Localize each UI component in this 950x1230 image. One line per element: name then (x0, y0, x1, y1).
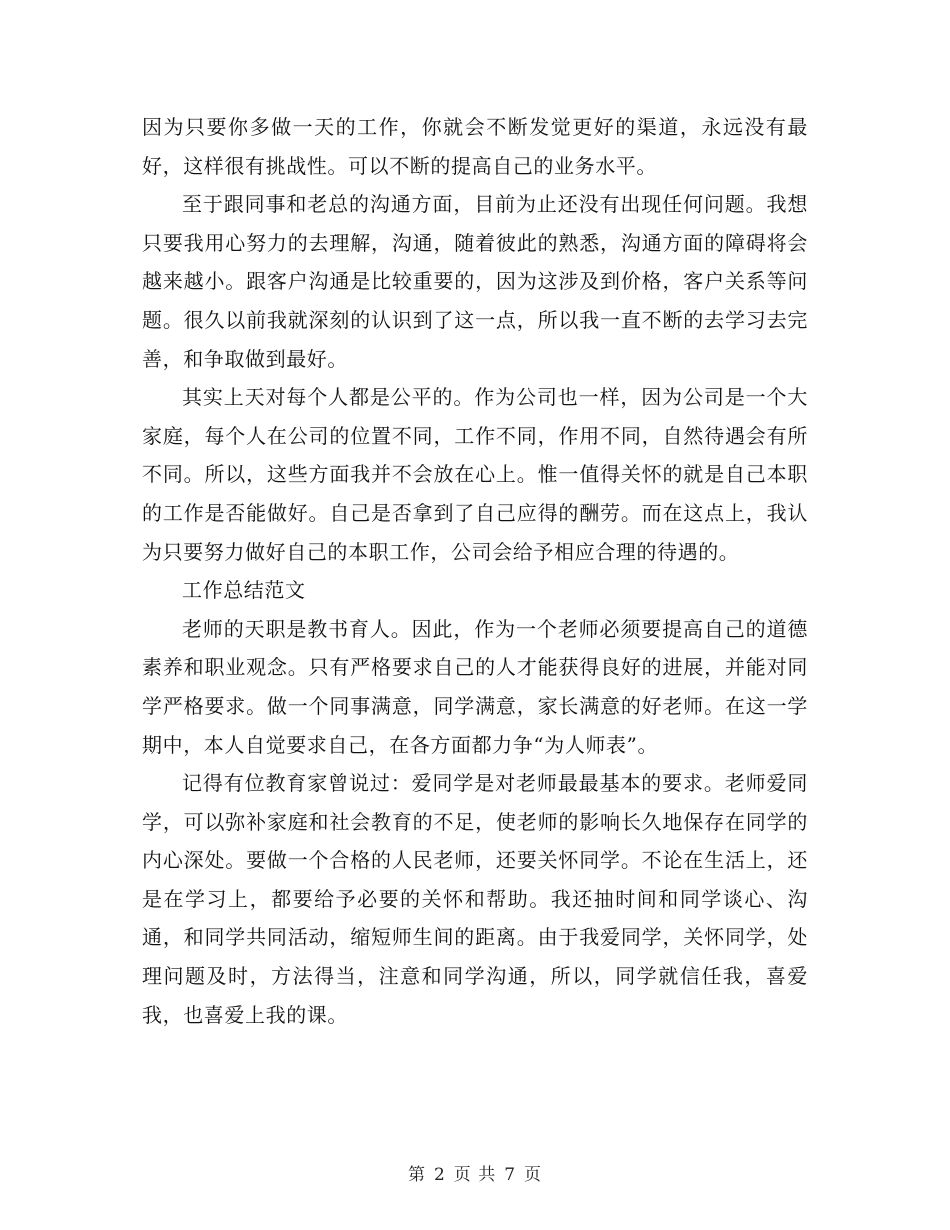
footer-middle: 页 共 (453, 1165, 497, 1185)
document-body (142, 108, 808, 1034)
body-paragraph-love-students: 记得有位教育家曾说过：爱同学是对老师最最基本的要求。老师爱同学，可以弥补家庭和社会教育的不足，使老师的影响长久地保存在同学的内心深处。要做一个合格的人民老师，还要关怀同学。不论在生活上，还是在学习上，都要给予必要的关怀和帮助。我还抽时间和同学谈心、沟通，和同学共同活动，缩短师生间的距离。由于我爱同学，关怀同学，处理问题及时，方法得当，注意和同学沟通，所以，同学就信任我，喜爱我，也喜爱上我的课。 (142, 771, 808, 1027)
footer-suffix: 页 (524, 1165, 543, 1185)
footer-total-pages: 7 (504, 1165, 517, 1185)
footer-current-page: 2 (433, 1165, 446, 1185)
section-heading: 工作总结范文 (182, 578, 306, 603)
body-paragraph-fairness: 其实上天对每个人都是公平的。作为公司也一样，因为公司是一个大家庭，每个人在公司的位置不同，工作不同，作用不同，自然待遇会有所不同。所以，这些方面我并不会放在心上。惟一值得关怀的就是自己本职的工作是否能做好。自己是否拿到了自己应得的酬劳。而在这点上，我认为只要努力做好自己的本职工作，公司会给予相应合理的待遇的。 (142, 385, 808, 564)
body-paragraph-teacher-duty: 老师的天职是教书育人。因此，作为一个老师必须要提高自己的道德素养和职业观念。只有严格要求自己的人才能获得良好的进展，并能对同学严格要求。做一个同事满意，同学满意，家长满意的好老师。在这一学期中，本人自觉要求自己，在各方面都力争“为人师表”。 (142, 616, 808, 757)
body-paragraph-communication: 至于跟同事和老总的沟通方面，目前为止还没有出现任何问题。我想只要我用心努力的去理解，沟通，随着彼此的熟悉，沟通方面的障碍将会越来越小。跟客户沟通是比较重要的，因为这涉及到价格，客户关系等问题。很久以前我就深刻的认识到了这一点，所以我一直不断的去学习去完善，和争取做到最好。 (142, 192, 808, 371)
footer-prefix: 第 (407, 1165, 426, 1185)
body-paragraph-continued: 因为只要你多做一天的工作，你就会不断发觉更好的渠道，永远没有最好，这样很有挑战性。可以不断的提高自己的业务水平。 (142, 115, 808, 178)
page-footer (0, 1160, 950, 1185)
